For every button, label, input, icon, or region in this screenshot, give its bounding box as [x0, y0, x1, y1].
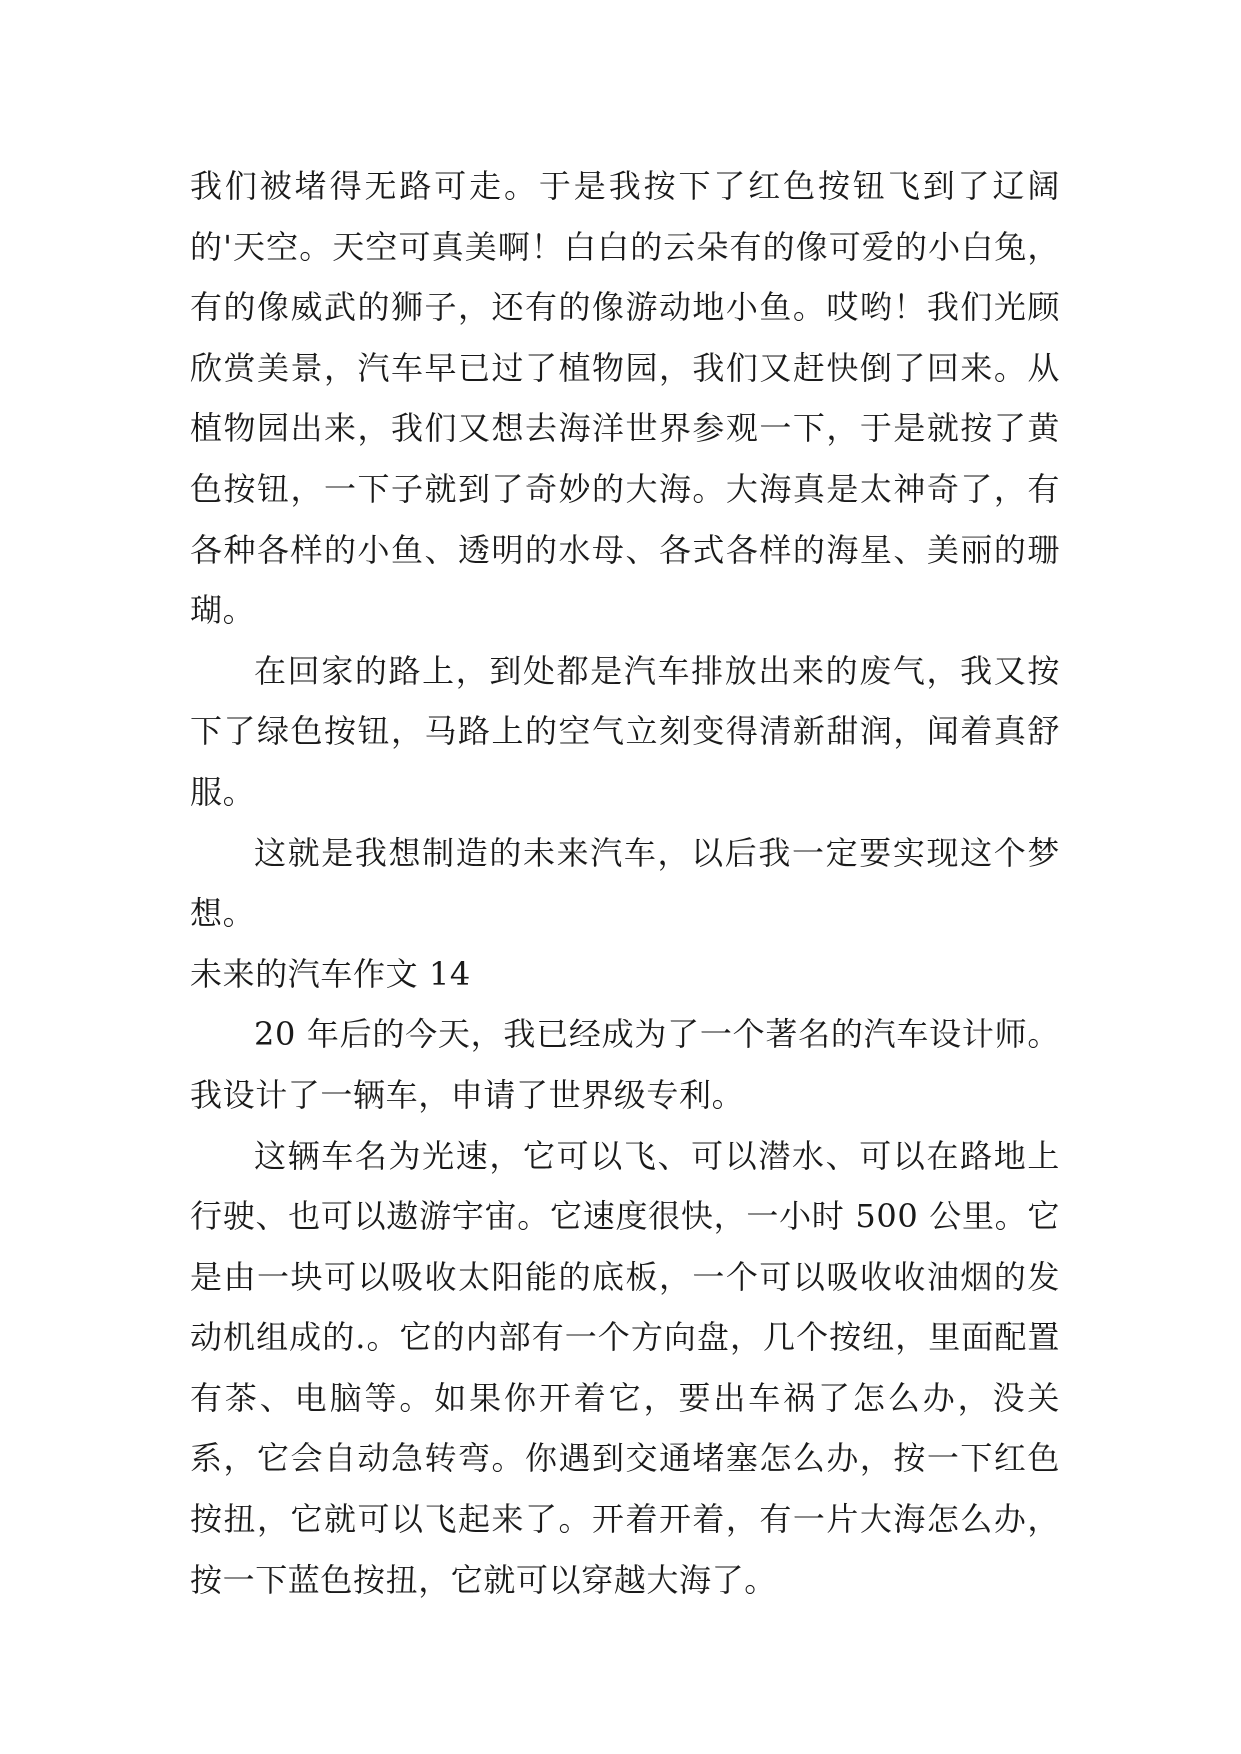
- paragraph-1: 我们被堵得无路可走。于是我按下了红色按钮飞到了辽阔的'天空。天空可真美啊！白白的云朵有的像可爱的小白兔，有的像威武的狮子，还有的像游动地小鱼。哎哟！我们光顾欣赏美景，汽车早已过了植物园，我们又赶快倒了回来。从植物园出来，我们又想去海洋世界参观一下，于是就按了黄色按钮，一下子就到了奇妙的大海。大海真是太神奇了，有各种各样的小鱼、透明的水母、各式各样的海星、美丽的珊瑚。: [190, 167, 1060, 630]
- paragraph-5: 这辆车名为光速，它可以飞、可以潜水、可以在路地上行驶、也可以遨游宇宙。它速度很快，一小时 500 公里。它是由一块可以吸收太阳能的底板，一个可以吸收收油烟的发动机组成的.。它的内部有一个方向盘，几个按纽，里面配置有茶、电脑等。如果你开着它，要出车祸了怎么办，没关系，它会自动急转弯。你遇到交通堵塞怎么办，按一下红色按扭，它就可以飞起来了。开着开着，有一片大海怎么办，按一下蓝色按扭，它就可以穿越大海了。: [190, 1136, 1060, 1599]
- paragraph-2: 在回家的路上，到处都是汽车排放出来的废气，我又按下了绿色按钮，马路上的空气立刻变得清新甜润，闻着真舒服。: [190, 651, 1060, 811]
- paragraph-4: 20 年后的今天，我已经成为了一个著名的汽车设计师。我设计了一辆车，申请了世界级专利。: [190, 1015, 1060, 1114]
- section-title: 未来的汽车作文 14: [190, 954, 471, 993]
- paragraph-3: 这就是我想制造的未来汽车，以后我一定要实现这个梦想。: [190, 833, 1060, 933]
- document-body: [190, 156, 1060, 1610]
